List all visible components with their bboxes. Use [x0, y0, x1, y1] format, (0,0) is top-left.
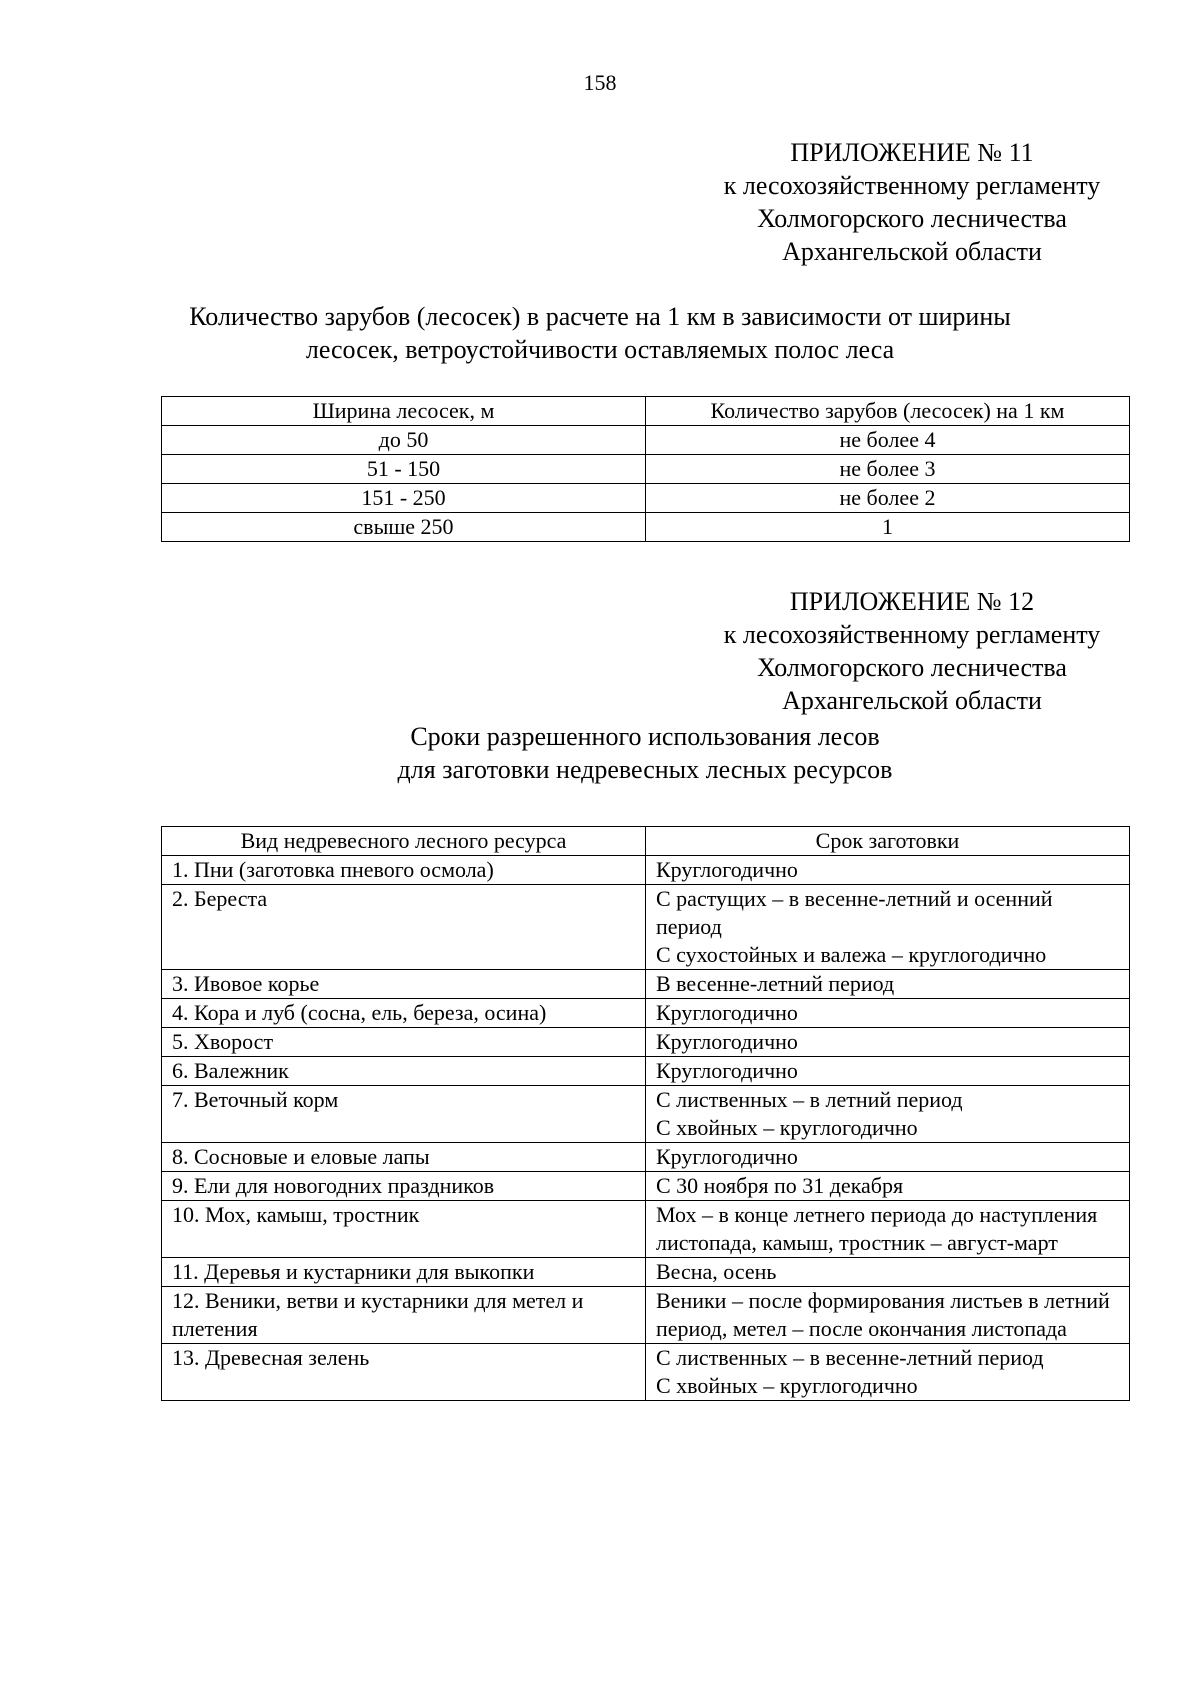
table-row: [162, 1143, 1130, 1172]
table-cell: 1. Пни (заготовка пневого осмола): [162, 856, 646, 885]
section1-title-line1: Количество зарубов (лесосек) в расчете на 1 км в зависимости от ширины: [189, 302, 1011, 331]
table-cell: 2. Береста: [162, 885, 646, 970]
section2-title-line1: Сроки разрешенного использования лесов: [410, 722, 880, 751]
section1-title: [0, 300, 1200, 366]
table-cell: 13. Древесная зелень: [162, 1344, 646, 1401]
table-cell: 6. Валежник: [162, 1057, 646, 1086]
column-header-count: Количество зарубов (лесосек) на 1 км: [646, 397, 1130, 426]
table-cell: Круглогодично: [646, 999, 1130, 1028]
table-cell: Мох – в конце летнего периода до наступления листопада, камыш, тростник – август-март: [646, 1201, 1130, 1258]
table-cell: Круглогодично: [646, 1028, 1130, 1057]
appendix-12-line3: Архангельской области: [782, 686, 1042, 715]
table-header-row: [162, 827, 1130, 856]
table-cell: Веники – после формирования листьев в летний период, метел – после окончания листопада: [646, 1287, 1130, 1344]
table-cell: 3. Ивовое корье: [162, 970, 646, 999]
table-cell: 51 - 150: [162, 455, 646, 484]
table-cell: В весенне-летний период: [646, 970, 1130, 999]
table-row: [162, 1201, 1130, 1258]
table-row: [162, 426, 1130, 455]
table-cell: С 30 ноября по 31 декабря: [646, 1172, 1130, 1201]
table-row: [162, 1086, 1130, 1143]
section1-title-line2: лесосек, ветроустойчивости оставляемых полос леса: [305, 335, 895, 364]
table-row: [162, 1287, 1130, 1344]
table-row: [162, 999, 1130, 1028]
table-row: [162, 1344, 1130, 1401]
table-cell: до 50: [162, 426, 646, 455]
table-cell: 5. Хворост: [162, 1028, 646, 1057]
table-cell: С лиственных – в летний период С хвойных – круглогодично: [646, 1086, 1130, 1143]
table-cell: 4. Кора и луб (сосна, ель, береза, осина): [162, 999, 646, 1028]
cutting-areas-table: [161, 396, 1130, 542]
appendix-11-line1: к лесохозяйственному регламенту: [723, 171, 1101, 200]
appendix-11-title: ПРИЛОЖЕНИЕ № 11: [790, 138, 1034, 167]
table-cell: 11. Деревья и кустарники для выкопки: [162, 1258, 646, 1287]
table-cell: 1: [646, 513, 1130, 542]
appendix-11-header: [692, 136, 1132, 268]
table-cell: 9. Ели для новогодних праздников: [162, 1172, 646, 1201]
table-cell: 10. Мох, камыш, тростник: [162, 1201, 646, 1258]
appendix-11-line3: Архангельской области: [782, 237, 1042, 266]
appendix-12-header: [692, 585, 1132, 717]
table-row: [162, 1258, 1130, 1287]
table-cell: 12. Веники, ветви и кустарники для метел и плетения: [162, 1287, 646, 1344]
page-number: 158: [583, 70, 617, 95]
table-row: [162, 1172, 1130, 1201]
column-header-width: Ширина лесосек, м: [162, 397, 646, 426]
appendix-12-line1: к лесохозяйственному регламенту: [723, 620, 1101, 649]
appendix-11-line2: Холмогорского лесничества: [757, 204, 1067, 233]
table-cell: не более 3: [646, 455, 1130, 484]
table-row: [162, 513, 1130, 542]
table-cell: свыше 250: [162, 513, 646, 542]
table-cell: 151 - 250: [162, 484, 646, 513]
column-header-resource: Вид недревесного лесного ресурса: [162, 827, 646, 856]
section2-title-line2: для заготовки недревесных лесных ресурсов: [397, 755, 893, 784]
table-header-row: [162, 397, 1130, 426]
non-timber-resources-table: [161, 826, 1130, 1401]
column-header-period: Срок заготовки: [646, 827, 1130, 856]
table-cell: Круглогодично: [646, 856, 1130, 885]
table-row: [162, 970, 1130, 999]
table-row: [162, 455, 1130, 484]
table-cell: Круглогодично: [646, 1143, 1130, 1172]
table-row: [162, 1057, 1130, 1086]
table-cell: не более 4: [646, 426, 1130, 455]
table-cell: Круглогодично: [646, 1057, 1130, 1086]
section2-title: [45, 720, 1200, 786]
appendix-12-line2: Холмогорского лесничества: [757, 653, 1067, 682]
table-cell: С растущих – в весенне-летний и осенний период С сухостойных и валежа – круглогодично: [646, 885, 1130, 970]
table-row: [162, 484, 1130, 513]
table-cell: С лиственных – в весенне-летний период С хвойных – круглогодично: [646, 1344, 1130, 1401]
table-cell: Весна, осень: [646, 1258, 1130, 1287]
table-row: [162, 885, 1130, 970]
table-row: [162, 1028, 1130, 1057]
table-cell: 8. Сосновые и еловые лапы: [162, 1143, 646, 1172]
table-cell: не более 2: [646, 484, 1130, 513]
table-row: [162, 856, 1130, 885]
table-cell: 7. Веточный корм: [162, 1086, 646, 1143]
appendix-12-title: ПРИЛОЖЕНИЕ № 12: [789, 587, 1035, 616]
